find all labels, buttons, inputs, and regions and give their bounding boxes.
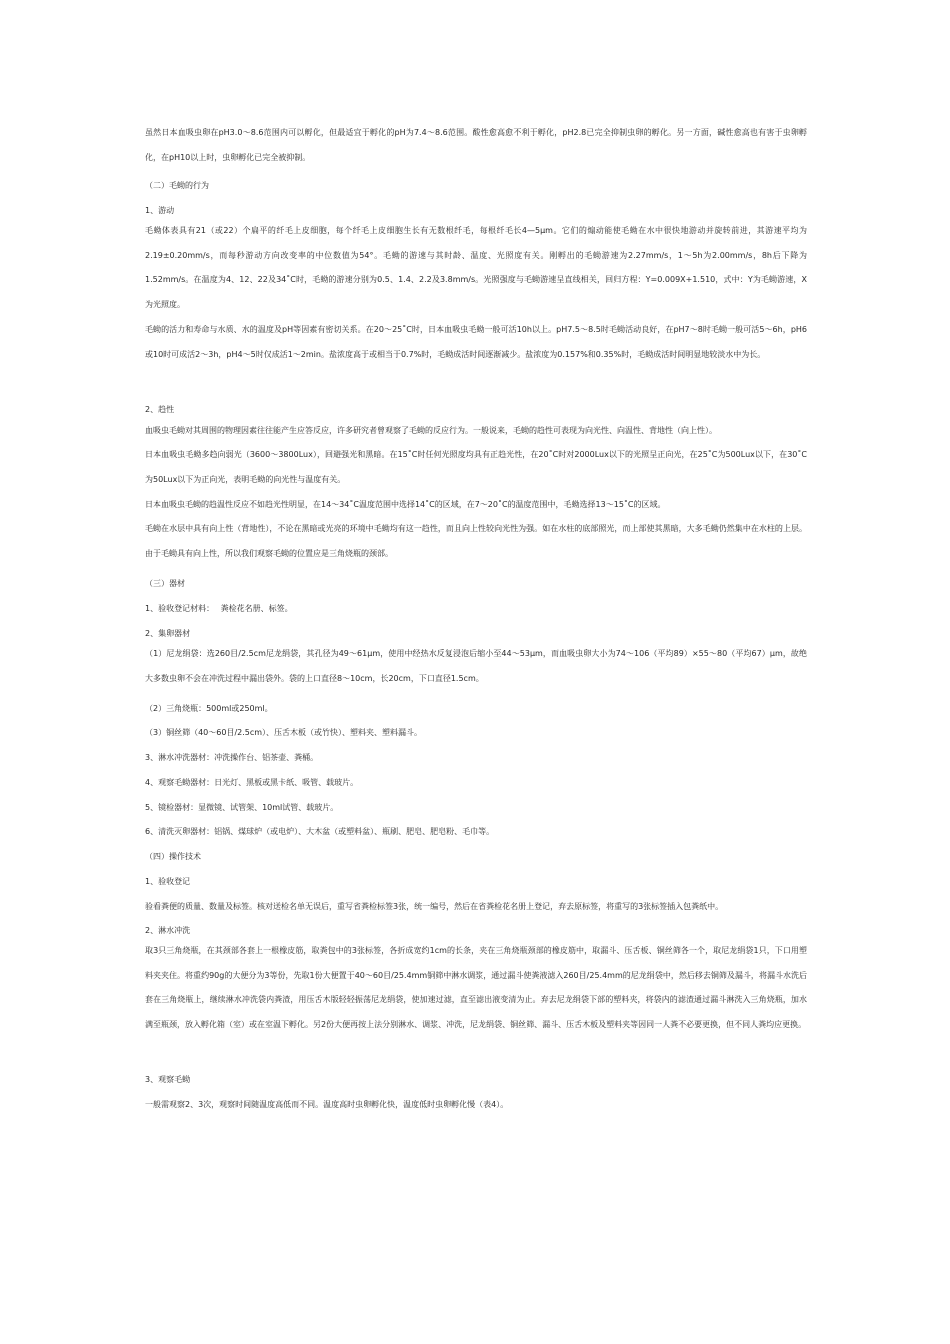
- paragraph-taxis-intro: 血吸虫毛蚴对其周围的物理因素往往能产生应答反应，许多研究者曾观察了毛蚴的反应行为。一般说来，毛蚴的趋性可表现为向光性、向温性、背地性（向上性）。: [145, 426, 717, 435]
- section-heading-miracidium-behavior: （二）毛蚴的行为: [145, 181, 209, 190]
- paragraph-observe-miracidia: 一般需观察2、3次，观察时间随温度高低而不同。温度高时虫卵孵化快，温度低时虫卵孵化慢（表4）。: [145, 1100, 509, 1109]
- paragraph-nylon-bag: （1）尼龙绢袋：选260目/2.5cm尼龙绢袋，其孔径为49～61μm，使用中经热水反复浸泡后缩小至44～53μm，而血吸虫卵大小为74～106（平均89）×55～80（平均67）μm，故绝大多数虫卵不会在冲洗过程中漏出袋外。袋的上口直径8～10cm，长20cm，下口直径1.5cm。: [145, 649, 807, 683]
- paragraph-geotaxis: 毛蚴在水层中具有向上性（背地性），不论在黑暗或光亮的环境中毛蚴均有这一趋性，而且向上性较向光性为强。如在水柱的底部照光，而上部使其黑暗，大多毛蚴仍然集中在水柱的上层。由于毛蚴具有向上性，所以我们观察毛蚴的位置应是三角烧瓶的颈部。: [145, 524, 807, 558]
- subheading-acceptance: 1、验收登记: [145, 877, 191, 886]
- subheading-rinsing: 2、淋水冲洗: [145, 926, 191, 935]
- item-sieve: （3）铜丝筛（40～60目/2.5cm）、压舌木板（或竹快）、塑料夹、塑料漏斗。: [145, 728, 423, 737]
- subheading-taxis: 2、趋性: [145, 405, 175, 414]
- paragraph-thermotaxis: 日本血吸虫毛蚴的趋温性反应不如趋光性明显，在14～34˚C温度范围中选择14˚C的区域，在7～20˚C的温度范围中，毛蚴选择13～15˚C的区域。: [145, 500, 666, 509]
- item-observation-equipment: 4、观察毛蚴器材：日光灯、黑板或黑卡纸、吸管、载玻片。: [145, 778, 359, 787]
- item-registration-materials: 1、验收登记材料： 粪检花名册、标签。: [145, 604, 293, 613]
- item-cleaning-equipment: 6、清洗灭卵器材：铝锅、煤球炉（或电炉）、大木盆（或塑料盆）、瓶刷、肥皂、肥皂粉、毛巾等。: [145, 827, 495, 836]
- paragraph-hatching-ph: 虽然日本血吸虫卵在pH3.0～8.6范围内可以孵化，但最适宜于孵化的pH为7.4～8.6范围。酸性愈高愈不利于孵化，pH2.8已完全抑制虫卵的孵化。另一方面，碱性愈高也有害于虫卵孵化，在pH10以上时，虫卵孵化已完全被抑制。: [145, 128, 807, 162]
- paragraph-vitality: 毛蚴的活力和寿命与水质、水的温度及pH等因素有密切关系。在20～25˚C时，日本血吸虫毛蚴一般可活10h以上。pH7.5～8.5时毛蚴活动良好，在pH7～8时毛蚴一般可活5～6h，pH6或10时可成活2～3h，pH4～5时仅成活1～2min。盐浓度高于或相当于0.7%时，毛蚴成活时间逐渐减少。盐浓度为0.157%和0.35%时，毛蚴成活时间明显地较淡水中为长。: [145, 325, 807, 359]
- item-flask: （2）三角烧瓶：500ml或250ml。: [145, 704, 273, 713]
- paragraph-acceptance: 验看粪便的质量、数量及标签。核对送检名单无误后，重写省粪检标签3张，统一编号，然后在省粪检花名册上登记，弃去原标签，将重写的3张标签插入包粪纸中。: [145, 902, 724, 911]
- section-heading-procedure: （四）操作技术: [145, 852, 201, 861]
- item-rinse-equipment: 3、淋水冲洗器材：冲洗操作台、铝茶壶、粪桶。: [145, 753, 319, 762]
- paragraph-swimming: 毛蚴体表具有21（或22）个扁平的纤毛上皮细胞，每个纤毛上皮细胞生长有无数根纤毛，每根纤毛长4—5μm。它们的煽动能使毛蚴在水中很快地游动并旋转前进，其游速平均为2.19±0.20mm/s，而每秒游动方向改变率的中位数值为54°。毛蚴的游速与其时龄、温度、光照度有关。刚孵出的毛蚴游速为2.27mm/s，1～5h为2.00mm/s，8h后下降为1.52mm/s。在温度为4、12、22及34˚C时，毛蚴的游速分别为0.5、1.4、2.2及3.8mm/s。光照强度与毛蚴游速呈直线相关，回归方程：Y=0.009X+1.510，式中：Y为毛蚴游速，X为光照度。: [145, 226, 807, 309]
- item-microscopy-equipment: 5、镜检器材：显微镜、试管架、10ml试管、载玻片。: [145, 803, 339, 812]
- subheading-observe-miracidia: 3、观察毛蚴: [145, 1075, 191, 1084]
- subheading-egg-collection: 2、集卵器材: [145, 629, 191, 638]
- section-heading-equipment: （三）器材: [145, 579, 185, 588]
- paragraph-phototaxis: 日本血吸虫毛蚴多趋向弱光（3600～3800Lux），回避强光和黑暗。在15˚C时任何光照度均具有正趋光性，在20˚C时对2000Lux以下的光照呈正向光，在25˚C为500Lux以下，在30˚C为50Lux以下为正向光，表明毛蚴的向光性与温度有关。: [145, 450, 807, 484]
- subheading-swimming: 1、游动: [145, 206, 175, 215]
- paragraph-rinsing: 取3只三角烧瓶，在其颈部各套上一根橡皮筋，取粪包中的3张标签，各折成宽约1cm的长条，夹在三角烧瓶颈部的橡皮筋中，取漏斗、压舌板、铜丝筛各一个，取尼龙绢袋1只，下口用塑料夹夹住。将重约90g的大便分为3等份，先取1份大便置于40～60目/25.4mm铜筛中淋水调浆，通过漏斗使粪液滤入260目/25.4mm的尼龙绢袋中，然后移去铜筛及漏斗，将漏斗水洗后套在三角烧瓶上，继续淋水冲洗袋内粪渣，用压舌木版轻轻振荡尼龙绢袋，使加速过滤，直至滤出液变清为止。弃去尼龙绢袋下部的塑料夹，将袋内的滤渣通过漏斗淋洗入三角烧瓶，加水满至瓶颈，放入孵化箱（室）或在室温下孵化。另2份大便再按上法分别淋水、调浆、冲洗，尼龙绢袋、铜丝筛、漏斗、压舌木板及塑料夹等因同一人粪不必要更换，但不同人粪均应更换。: [145, 946, 807, 1029]
